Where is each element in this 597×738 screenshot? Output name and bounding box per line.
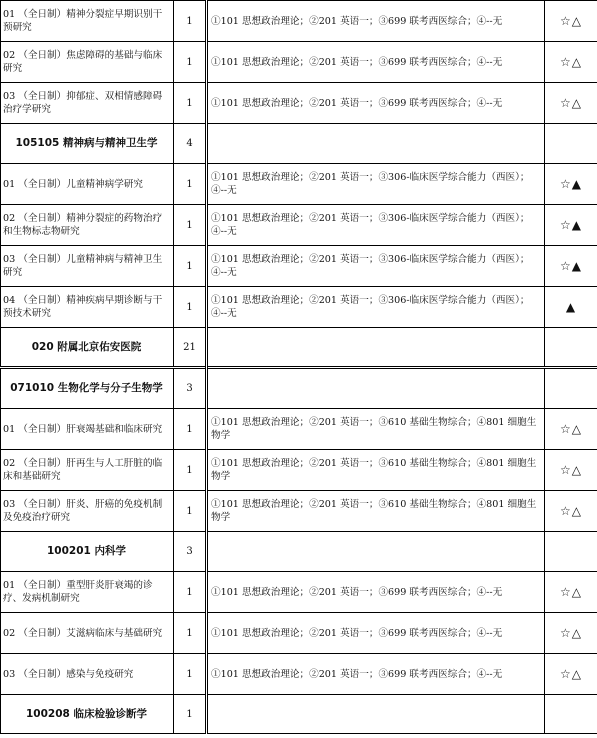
exam-subjects: ①101 思想政治理论；②201 英语一；③699 联考西医综合；④--无 [207, 1, 545, 42]
table-row [1, 42, 597, 83]
enrollment-count: 1 [174, 42, 207, 83]
table-row [1, 1, 597, 42]
exam-subjects [207, 532, 545, 572]
research-direction: 01 （全日制）重型肝炎肝衰竭的诊疗、发病机制研究 [1, 572, 174, 613]
section-header-row [1, 328, 597, 368]
section-title: 105105 精神病与精神卫生学 [1, 124, 174, 164]
table-row [1, 491, 597, 532]
research-direction: 02 （全日制）精神分裂症的药物治疗和生物标志物研究 [1, 205, 174, 246]
remark-symbols: ☆△ [545, 83, 597, 124]
remark-symbols: ☆△ [545, 654, 597, 695]
research-direction: 04 （全日制）精神疾病早期诊断与干预技术研究 [1, 287, 174, 328]
exam-subjects: ①101 思想政治理论；②201 英语一；③306-临床医学综合能力（西医）；④--无 [207, 246, 545, 287]
exam-subjects: ①101 思想政治理论；②201 英语一；③610 基础生物综合；④801 细胞生物学 [207, 450, 545, 491]
table-row [1, 246, 597, 287]
enrollment-count: 1 [174, 164, 207, 205]
program-table-body [1, 1, 597, 734]
section-header-row [1, 695, 597, 734]
remark-symbols: ☆△ [545, 1, 597, 42]
section-title: 071010 生物化学与分子生物学 [1, 368, 174, 409]
remark-symbols [545, 328, 597, 368]
remark-symbols: ☆△ [545, 491, 597, 532]
research-direction: 02 （全日制）艾滋病临床与基础研究 [1, 613, 174, 654]
enrollment-count: 1 [174, 572, 207, 613]
enrollment-count: 1 [174, 1, 207, 42]
exam-subjects: ①101 思想政治理论；②201 英语一；③306-临床医学综合能力（西医）；④--无 [207, 287, 545, 328]
research-direction: 01 （全日制）肝衰竭基础和临床研究 [1, 409, 174, 450]
remark-symbols: ☆▲ [545, 205, 597, 246]
exam-subjects: ①101 思想政治理论；②201 英语一；③699 联考西医综合；④--无 [207, 83, 545, 124]
table-row [1, 205, 597, 246]
section-header-row [1, 124, 597, 164]
section-title: 100201 内科学 [1, 532, 174, 572]
exam-subjects [207, 328, 545, 368]
enrollment-count: 21 [174, 328, 207, 368]
enrollment-count: 3 [174, 368, 207, 409]
research-direction: 02 （全日制）焦虑障碍的基础与临床研究 [1, 42, 174, 83]
research-direction: 03 （全日制）抑郁症、双相情感障碍治疗学研究 [1, 83, 174, 124]
table-row [1, 409, 597, 450]
research-direction: 02 （全日制）肝再生与人工肝脏的临床和基础研究 [1, 450, 174, 491]
exam-subjects: ①101 思想政治理论；②201 英语一；③610 基础生物综合；④801 细胞生物学 [207, 409, 545, 450]
remark-symbols: ☆▲ [545, 246, 597, 287]
enrollment-count: 1 [174, 287, 207, 328]
section-title: 020 附属北京佑安医院 [1, 328, 174, 368]
exam-subjects: ①101 思想政治理论；②201 英语一；③306-临床医学综合能力（西医）；④--无 [207, 164, 545, 205]
exam-subjects: ①101 思想政治理论；②201 英语一；③610 基础生物综合；④801 细胞生物学 [207, 491, 545, 532]
enrollment-count: 1 [174, 83, 207, 124]
section-title: 100208 临床检验诊断学 [1, 695, 174, 734]
enrollment-count: 1 [174, 205, 207, 246]
table-row [1, 164, 597, 205]
enrollment-count: 1 [174, 613, 207, 654]
enrollment-count: 1 [174, 491, 207, 532]
exam-subjects: ①101 思想政治理论；②201 英语一；③699 联考西医综合；④--无 [207, 613, 545, 654]
exam-subjects [207, 695, 545, 734]
enrollment-count: 1 [174, 409, 207, 450]
enrollment-count: 1 [174, 450, 207, 491]
section-header-row [1, 368, 597, 409]
exam-subjects: ①101 思想政治理论；②201 英语一；③306-临床医学综合能力（西医）；④--无 [207, 205, 545, 246]
remark-symbols: ▲ [545, 287, 597, 328]
remark-symbols [545, 695, 597, 734]
remark-symbols: ☆△ [545, 450, 597, 491]
remark-symbols [545, 532, 597, 572]
exam-subjects: ①101 思想政治理论；②201 英语一；③699 联考西医综合；④--无 [207, 572, 545, 613]
enrollment-count: 4 [174, 124, 207, 164]
enrollment-count: 1 [174, 695, 207, 734]
section-header-row [1, 532, 597, 572]
table-row [1, 654, 597, 695]
exam-subjects [207, 124, 545, 164]
table-row [1, 613, 597, 654]
exam-subjects [207, 368, 545, 409]
research-direction: 03 （全日制）儿童精神病与精神卫生研究 [1, 246, 174, 287]
remark-symbols: ☆△ [545, 42, 597, 83]
remark-symbols [545, 124, 597, 164]
table-row [1, 572, 597, 613]
research-direction: 01 （全日制）精神分裂症早期识别干预研究 [1, 1, 174, 42]
remark-symbols: ☆▲ [545, 164, 597, 205]
remark-symbols: ☆△ [545, 409, 597, 450]
enrollment-count: 1 [174, 654, 207, 695]
remark-symbols [545, 368, 597, 409]
remark-symbols: ☆△ [545, 572, 597, 613]
exam-subjects: ①101 思想政治理论；②201 英语一；③699 联考西医综合；④--无 [207, 42, 545, 83]
enrollment-count: 3 [174, 532, 207, 572]
research-direction: 03 （全日制）肝炎、肝癌的免疫机制及免疫治疗研究 [1, 491, 174, 532]
table-row [1, 450, 597, 491]
table-row [1, 83, 597, 124]
remark-symbols: ☆△ [545, 613, 597, 654]
research-direction: 01 （全日制）儿童精神病学研究 [1, 164, 174, 205]
exam-subjects: ①101 思想政治理论；②201 英语一；③699 联考西医综合；④--无 [207, 654, 545, 695]
enrollment-count: 1 [174, 246, 207, 287]
table-row [1, 287, 597, 328]
research-direction: 03 （全日制）感染与免疫研究 [1, 654, 174, 695]
